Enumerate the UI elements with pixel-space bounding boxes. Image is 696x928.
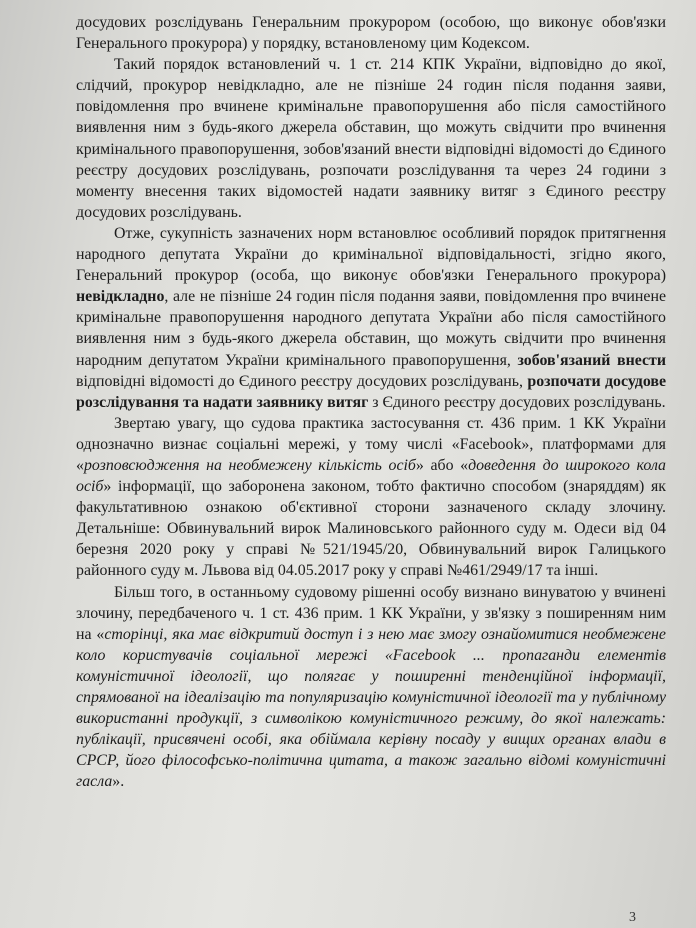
text-run: » або « bbox=[415, 456, 469, 474]
italic-run-quote-1: розповсюдження на необмежену кількість осіб bbox=[83, 456, 416, 474]
page-number: 3 bbox=[629, 910, 636, 925]
text-run: » інформації, що заборонена законом, тобто фактично способом (знаряддям) як факультативною ознакою об'єктивної сторони зазначеного складу злочину. Детальніше: Обвинувальний вирок Малиновського районного суду м. Одеси від 04 березня 2020 року у справі №521/1945/20, Обвинувальний вирок Галицького районного суду м. Львова від 04.05.2017 року у справі №461/2949/17 та інші. bbox=[76, 478, 666, 580]
text-run: ». bbox=[112, 773, 125, 791]
text-run: Звертаю увагу, що судова практика застосування ст. 436 прим. 1 КК України однозначно визнає соціальні мережі, у тому числі «Facebook», платформами для « bbox=[76, 414, 666, 474]
text-run: з Єдиного реєстру досудових розслідувань. bbox=[368, 393, 666, 411]
italic-run-ruling-quote: сторінці, яка має відкритий доступ і з нею має змогу ознайомитися необмежене коло користувачів соціальної мережі «Facebook ... пропаганди елементів комуністичної ідеології, що полягає у поширенні тенденційної інформації, спрямованої на ідеалізацію та популяризацію комуністичної ідеології та у публічному використанні продукції, з символікою комуністичного режиму, до якої належать: публікації, присвячені особі, яка обіймала керівну посаду у вищих органах влади в СРСР, його філософсько-політична цитата, а також загально відомі комуністичні гасла bbox=[76, 625, 666, 791]
bold-run-immediately: невідкладно bbox=[76, 288, 165, 306]
paragraph-court-practice bbox=[76, 413, 666, 582]
bold-run-obliged-to-enter: зобов'язаний внести bbox=[517, 351, 666, 369]
paragraph-continuation: досудових розслідувань Генеральним прокурором (особою, що виконує обов'язки Генерального прокурора) у порядку, встановленому цим Кодексом. bbox=[76, 14, 666, 53]
bold-run-start-investigation: розпочати досудове розслідування та надати заявнику витяг bbox=[76, 372, 667, 411]
text-run: Отже, сукупність зазначених норм встановлює особливий порядок притягнення народного депутата України до кримінальної відповідальності, згідно якого, Генеральний прокурор (особа, що виконує обов'язки Генерального прокурора) bbox=[76, 224, 666, 285]
paragraph-special-procedure bbox=[76, 223, 666, 413]
text-run: Більш того, в останньому судовому рішенні особу визнано винуватою у вчинені злочину, передбаченого ч. 1 ст. 436 прим. 1 КК України, у зв'язку з поширенням ним на « bbox=[76, 583, 666, 643]
text-run: відповідні відомості до Єдиного реєстру досудових розслідувань, bbox=[76, 372, 528, 390]
paragraph-article-214: Такий порядок встановлений ч. 1 ст. 214 КПК України, відповідно до якої, слідчий, прокурор невідкладно, але не пізніше 24 годин після подання заяви, повідомлення про вчинене кримінальне правопорушення або після самостійного виявлення ним з будь-якого джерела обставин, що можуть свідчити про вчинення кримінального правопорушення, зобов'язаний внести відповідні відомості до Єдиного реєстру досудових розслідувань, розпочати розслідування та через 24 години з моменту внесення таких відомостей надати заявнику витяг з Єдиного реєстру досудових розслідувань. bbox=[76, 56, 666, 221]
text-run: , але не пізніше 24 годин після подання заяви, повідомлення про вчинене кримінальне правопорушення народного депутата України або після самостійного виявлення ним з будь-якого джерела обставин, що можуть свідчити про вчинення народним депутатом України кримінального правопорушення, bbox=[76, 288, 666, 369]
paragraph-recent-ruling bbox=[76, 582, 666, 793]
italic-run-quote-2: доведення до широкого кола осіб bbox=[76, 456, 667, 496]
